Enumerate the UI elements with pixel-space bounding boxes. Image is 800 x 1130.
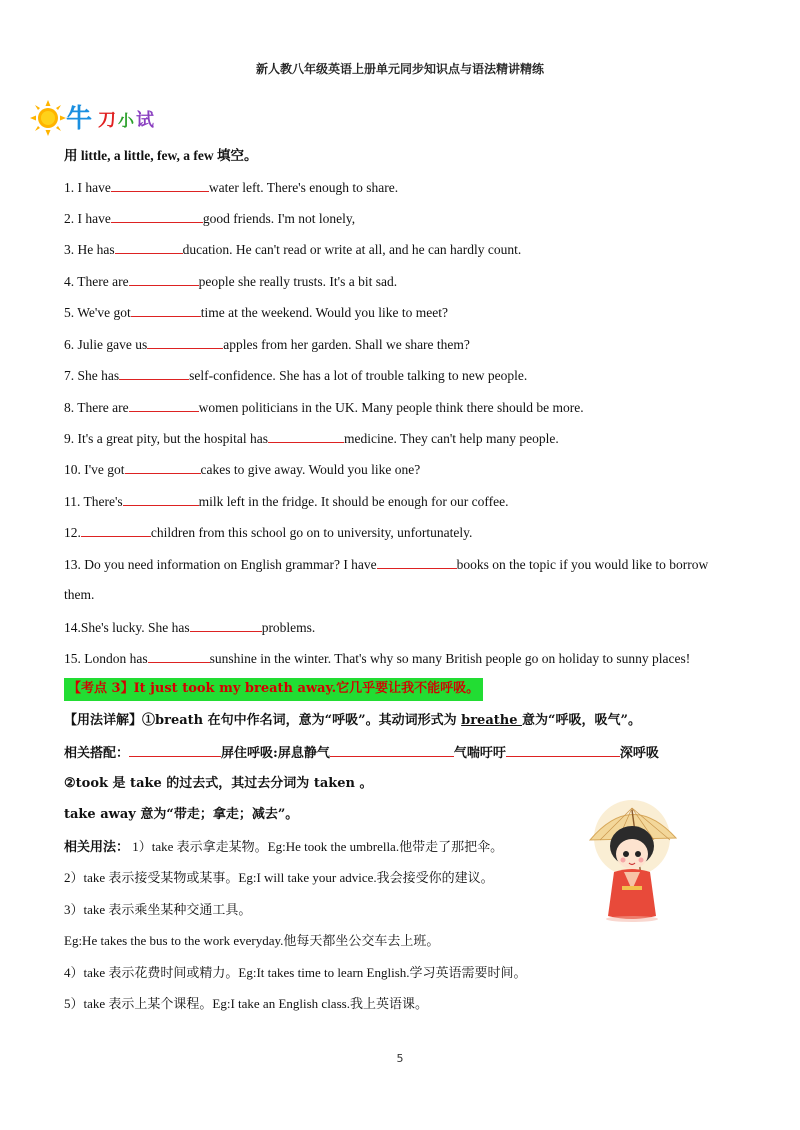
exercise-item	[64, 586, 94, 604]
exercise-item	[64, 429, 559, 448]
exercise-text: water left. There's enough to share.	[208, 180, 399, 195]
exercise-text: children from this school go on to university, unfortunately.	[150, 525, 473, 540]
answer-blank[interactable]	[147, 335, 223, 349]
usage-suffix: 意为“呼吸，吸气”。	[522, 713, 641, 728]
related-usage-4: 4）take 表示花费时间或精力。Eg:It takes time to learn English.学习英语需要时间。	[64, 965, 527, 980]
logo-char-1: 牛	[66, 104, 93, 134]
related-usage-2: 2）take 表示接受某物或某事。Eg:I will take your advice.我会接受你的建议。	[64, 870, 494, 885]
exercise-text: 11. There's	[64, 494, 123, 509]
answer-blank[interactable]	[125, 460, 201, 474]
logo-char-4: 试	[136, 110, 154, 131]
exercise-item	[64, 523, 472, 542]
exercise-item	[64, 366, 527, 385]
related-usage-5: 5）take 表示上某个课程。Eg:I take an English class.我上英语课。	[64, 996, 428, 1011]
exercise-text: people she really trusts. It's a bit sad.	[198, 274, 398, 289]
answer-blank[interactable]	[111, 209, 203, 223]
exercise-text: 10. I've got	[64, 462, 125, 477]
answer-blank[interactable]	[148, 649, 210, 663]
related-usage-3: 3）take 表示乘坐某种交通工具。	[64, 902, 252, 917]
exercise-text: milk left in the fridge. It should be enough for our coffee.	[198, 494, 509, 509]
answer-blank[interactable]	[129, 743, 221, 757]
exercise-text: 8. There are	[64, 400, 129, 415]
exercise-item	[64, 240, 521, 259]
exercise-text: 13. Do you need information on English grammar? I have	[64, 557, 377, 572]
answer-blank[interactable]	[377, 555, 457, 569]
exercise-instruction: 用 little, a little, few, a few 填空。	[64, 148, 258, 163]
kaodian-highlight: 【考点 3】It just took my breath away.它几乎要让我不能呼吸。	[64, 678, 483, 701]
collocation-2: 气喘吁吁	[453, 746, 506, 761]
exercise-text: ducation. He can't read or write at all, and he can hardly count.	[182, 242, 522, 257]
logo-char-2: 刀	[98, 110, 116, 131]
cartoon-girl-illustration	[572, 798, 710, 926]
exercise-text: women politicians in the UK. Many people think there should be more.	[198, 400, 584, 415]
answer-blank[interactable]	[111, 178, 209, 192]
exercise-text: 15. London has	[64, 651, 148, 666]
related-usage-3-example: Eg:He takes the bus to the work everyday.他每天都坐公交车去上班。	[64, 933, 440, 948]
page-number: 5	[396, 1052, 404, 1065]
exercise-text: books on the topic if you would like to borrow	[456, 557, 709, 572]
related-text: 1）take 表示拿走某物。Eg:He took the umbrella.他带走了那把伞。	[129, 839, 504, 854]
exercise-item	[64, 209, 355, 228]
exercise-text: medicine. They can't help many people.	[344, 431, 559, 446]
exercise-text: self-confidence. She has a lot of trouble talking to new people.	[189, 368, 528, 383]
exercise-item	[64, 272, 397, 291]
exercise-text: good friends. I'm not lonely,	[202, 211, 356, 226]
exercise-text: them.	[64, 587, 95, 602]
logo-char-3: 小	[118, 111, 135, 130]
exercise-item	[64, 335, 470, 354]
collocation-3: 深呼吸	[619, 746, 659, 761]
answer-blank[interactable]	[119, 366, 189, 380]
answer-blank[interactable]	[129, 272, 199, 286]
exercise-text: 12.	[64, 525, 81, 540]
answer-blank[interactable]	[330, 743, 454, 757]
sun-icon	[30, 100, 66, 136]
exercise-item	[64, 618, 315, 637]
exercise-item	[64, 555, 708, 574]
exercise-text: 1. I have	[64, 180, 111, 195]
answer-blank[interactable]	[115, 240, 183, 254]
answer-blank[interactable]	[129, 398, 199, 412]
exercise-text: 4. There are	[64, 274, 129, 289]
exercise-text: 9. It's a great pity, but the hospital has	[64, 431, 269, 446]
usage-line	[64, 712, 641, 730]
answer-blank[interactable]	[81, 523, 151, 537]
took-line: ②took 是 take 的过去式，其过去分词为 taken 。	[64, 776, 373, 791]
usage-prefix: 【用法详解】①breath 在句中作名词，意为“呼吸”。其动词形式为	[64, 713, 462, 728]
related-label: 相关用法：	[64, 840, 130, 855]
exercise-text: 2. I have	[64, 211, 111, 226]
take-away-line: take away 意为“带走；拿走；减去”。	[64, 807, 299, 822]
exercise-item	[64, 492, 508, 511]
answer-blank[interactable]	[506, 743, 620, 757]
exercise-text: 7. She has	[64, 368, 120, 383]
exercise-text: 5. We've got	[64, 305, 131, 320]
collocations-line	[64, 743, 659, 763]
exercise-item	[64, 303, 448, 322]
exercise-item	[64, 178, 398, 197]
answer-blank[interactable]	[190, 618, 262, 632]
answer-blank[interactable]	[268, 429, 344, 443]
exercise-text: problems.	[261, 620, 316, 635]
usage-verb: breathe	[461, 713, 522, 728]
kaodian-line	[64, 678, 483, 701]
collocation-1: 屏住呼吸:屏息静气	[221, 746, 330, 761]
exercise-item	[64, 460, 420, 479]
exercise-item	[64, 649, 690, 668]
exercise-text: cakes to give away. Would you like one?	[200, 462, 421, 477]
exercise-text: time at the weekend. Would you like to meet?	[200, 305, 448, 320]
exercise-text: 14.She's lucky. She has	[64, 620, 190, 635]
answer-blank[interactable]	[123, 492, 199, 506]
page-header: 新人教八年级英语上册单元同步知识点与语法精讲精练	[255, 62, 544, 76]
exercise-text: sunshine in the winter. That's why so many British people go on holiday to sunny places!	[209, 651, 691, 666]
exercise-text: 3. He has	[64, 242, 115, 257]
answer-blank[interactable]	[131, 303, 201, 317]
related-usage-1	[64, 838, 503, 857]
exercise-text: 6. Julie gave us	[64, 337, 148, 352]
collocations-label: 相关搭配：	[64, 746, 130, 761]
exercise-item	[64, 398, 584, 417]
exercise-text: apples from her garden. Shall we share them?	[223, 337, 470, 352]
